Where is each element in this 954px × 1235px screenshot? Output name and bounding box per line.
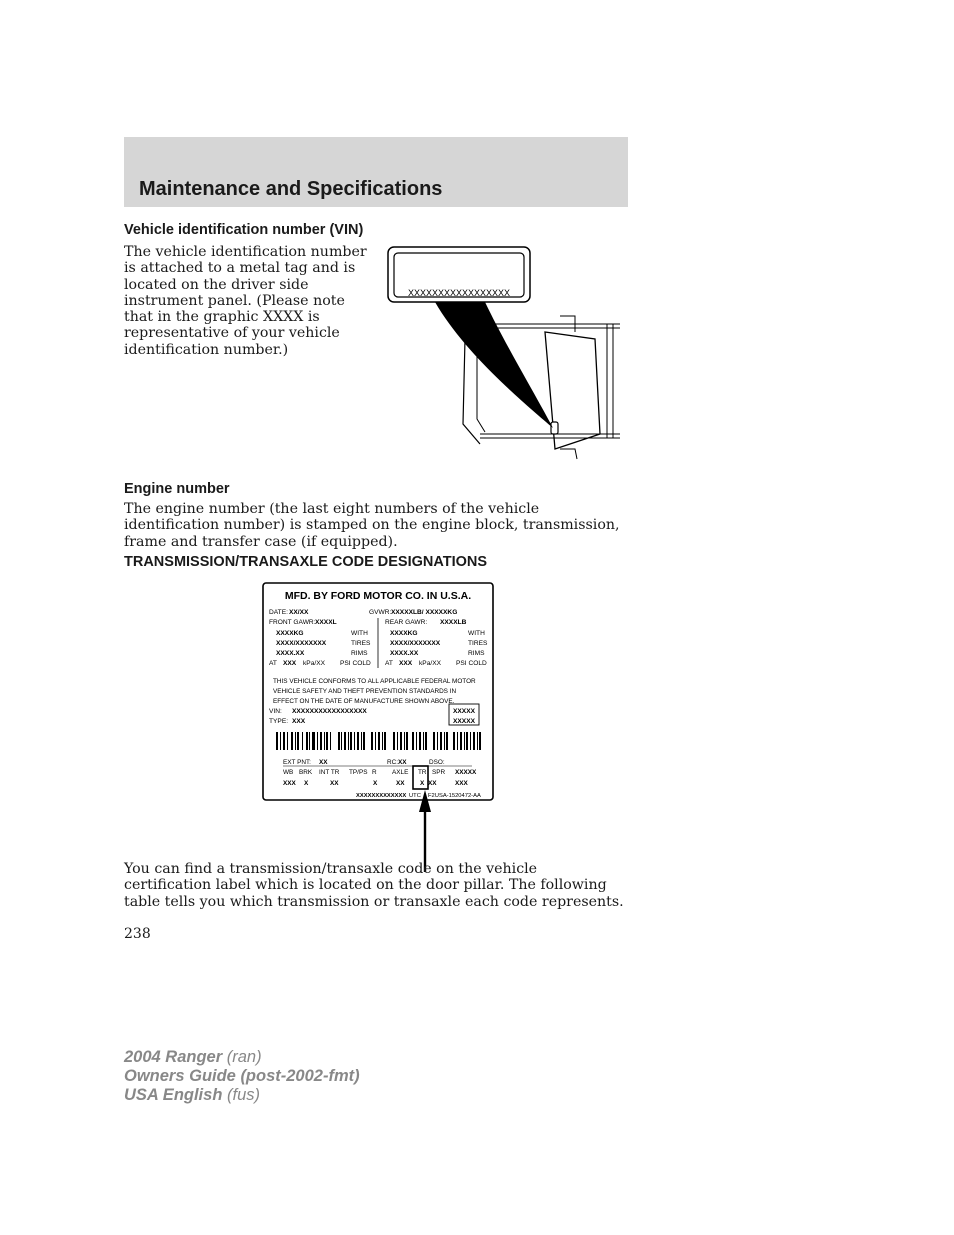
label-r: R	[372, 769, 377, 776]
label-front-gawr-value: XXXXL	[315, 619, 337, 626]
label-front-rims: RIMS	[351, 650, 368, 657]
label-ext-pnt: EXT PNT:	[283, 759, 311, 766]
label-brk-value: X	[304, 780, 309, 787]
label-int-tr-value: XX	[330, 780, 339, 787]
label-wb-value: XXX	[283, 780, 296, 787]
label-wb: WB	[283, 769, 294, 776]
label-front-tire: XXXX/XXXXXXX	[276, 640, 327, 647]
label-rear-kpa: kPa/XX	[419, 660, 441, 667]
label-rear-gawr-value: XXXXLB	[440, 619, 467, 626]
label-gvwr-label: GVWR:	[369, 609, 392, 616]
label-rear-kg: XXXXKG	[390, 630, 418, 637]
label-conform-line-1: THIS VEHICLE CONFORMS TO ALL APPLICABLE FEDERAL MOTOR	[273, 678, 476, 685]
label-rc-value: XX	[398, 759, 407, 766]
label-front-tires: TIRES	[351, 640, 371, 647]
vin-heading: Vehicle identification number (VIN)	[124, 222, 364, 238]
label-conform-line-3: EFFECT ON THE DATE OF MANUFACTURE SHOWN ABOVE.	[273, 698, 455, 705]
label-rear-at: AT	[385, 660, 393, 667]
label-rear-gawr-label: REAR GAWR:	[385, 619, 428, 626]
label-rear-psi: PSI COLD	[456, 660, 487, 667]
label-title: MFD. BY FORD MOTOR CO. IN U.S.A.	[284, 590, 472, 602]
engine-paragraph: The engine number (the last eight numbers of the vehicle identification number) is stamped on the engine block, transmission, frame and transfer case (if equipped).	[124, 501, 620, 550]
label-front-gawr-label: FRONT GAWR:	[269, 619, 316, 626]
label-conform-line-2: VEHICLE SAFETY AND THEFT PREVENTION STANDARDS IN	[273, 688, 457, 695]
label-ext-pnt-value: XX	[319, 759, 328, 766]
label-dso: DSO:	[429, 759, 445, 766]
label-rear-tire: XXXX/XXXXXXX	[390, 640, 441, 647]
label-vin-value: XXXXXXXXXXXXXXXXX	[292, 708, 367, 715]
label-front-at: AT	[269, 660, 277, 667]
certification-label-illustration	[262, 582, 494, 874]
label-front-with: WITH	[351, 630, 368, 637]
label-rc: RC:	[387, 759, 399, 766]
label-last-code: XXXXX	[455, 769, 477, 776]
label-brk: BRK	[299, 769, 313, 776]
label-box-value-2: XXXXX	[453, 718, 475, 725]
label-tr-value: X	[420, 780, 425, 787]
label-date-value: XX/XX	[289, 609, 309, 616]
label-part-number: F2USA-1520472-AA	[428, 793, 481, 799]
label-int-tr: INT TR	[319, 769, 340, 776]
label-front-rim: XXXX.XX	[276, 650, 305, 657]
label-rear-with: WITH	[468, 630, 485, 637]
footer-model-code: (ran)	[226, 1048, 262, 1066]
label-rear-tires: TIRES	[468, 640, 488, 647]
label-front-kg: XXXXKG	[276, 630, 304, 637]
section-title: Maintenance and Specifications	[139, 178, 443, 200]
label-rear-rims: RIMS	[468, 650, 485, 657]
label-front-psi: PSI COLD	[340, 660, 371, 667]
label-vin-label: VIN:	[269, 708, 282, 715]
label-type-label: TYPE:	[269, 718, 289, 725]
page-number: 238	[124, 926, 151, 942]
label-axle: AXLE	[392, 769, 409, 776]
label-rear-at-value: XXX	[399, 660, 413, 667]
transmission-heading: TRANSMISSION/TRANSAXLE CODE DESIGNATIONS	[124, 554, 488, 570]
footer-language: USA English	[124, 1086, 223, 1104]
footer-model: 2004 Ranger	[124, 1048, 223, 1066]
vin-paragraph: The vehicle identification number is attached to a metal tag and is located on the driver side instrument panel. (Please note that in the graphic XXXX is representative of your vehicle identification number.)	[124, 244, 367, 358]
label-front-at-value: XXX	[283, 660, 297, 667]
label-front-kpa: kPa/XX	[303, 660, 325, 667]
label-rear-rim: XXXX.XX	[390, 650, 419, 657]
footer-language-code: (fus)	[227, 1086, 260, 1104]
document-footer	[124, 1048, 360, 1105]
label-date-label: DATE:	[269, 609, 288, 616]
label-bottom-code: XXXXXXXXXXXXX	[356, 793, 407, 799]
label-tr: TR	[418, 769, 427, 776]
label-r-value: X	[373, 780, 378, 787]
engine-heading: Engine number	[124, 481, 230, 497]
transmission-paragraph: You can find a transmission/transaxle code on the vehicle certification label which is located on the door pillar. The following table tells you which transmission or transaxle each code represents.	[124, 861, 624, 910]
label-type-value: XXX	[292, 718, 306, 725]
label-box-value-1: XXXXX	[453, 708, 475, 715]
label-utc: UTC	[409, 793, 421, 799]
label-spr: SPR	[432, 769, 446, 776]
label-last-code-value: XXX	[455, 780, 468, 787]
footer-guide: Owners Guide (post-2002-fmt)	[124, 1067, 360, 1085]
label-gvwr-value: XXXXXLB/ XXXXXKG	[391, 609, 458, 616]
arrow-up-icon	[419, 790, 431, 872]
vin-tag-text: XXXXXXXXXXXXXXXXX	[407, 288, 511, 298]
label-tp-ps: TP/PS	[349, 769, 368, 776]
vin-location-illustration	[385, 244, 625, 462]
label-axle-value: XX	[396, 780, 405, 787]
label-spr-value: XX	[428, 780, 437, 787]
